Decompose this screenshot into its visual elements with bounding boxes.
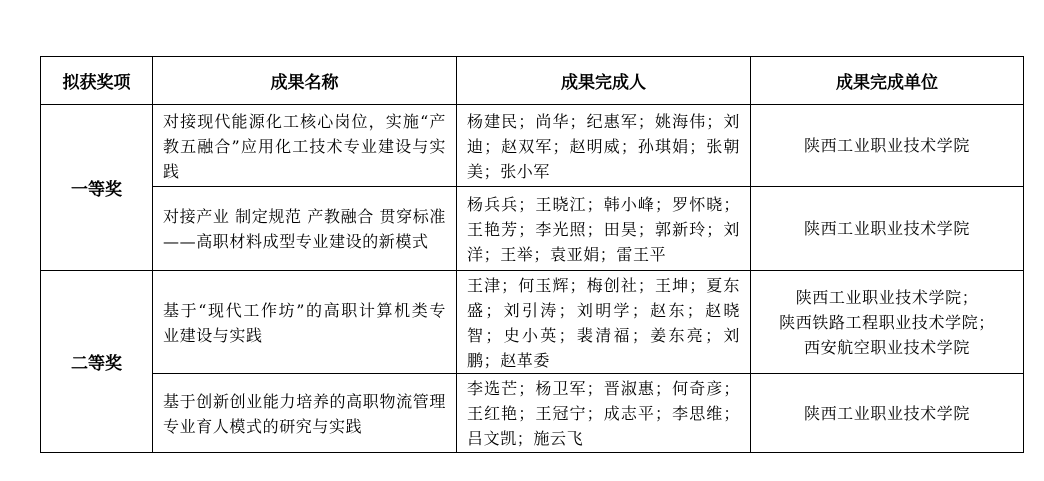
achievement-name: 基于创新创业能力培养的高职物流管理专业育人模式的研究与实践 (153, 374, 457, 453)
header-achievement-people: 成果完成人 (457, 57, 751, 105)
header-achievement-unit: 成果完成单位 (751, 57, 1024, 105)
achievement-unit-line: 陕西铁路工程职业技术学院； (779, 312, 995, 332)
achievement-people: 杨兵兵；王晓江；韩小峰；罗怀晓；王艳芳；李光照；田昊；郭新玲；刘洋；王举；袁亚娟；雷王平 (457, 187, 751, 271)
award-table (40, 56, 1024, 453)
achievement-unit-line: 西安航空职业技术学院 (803, 337, 970, 357)
table-row (41, 187, 1024, 271)
header-achievement-name: 成果名称 (153, 57, 457, 105)
achievement-people: 王津；何玉辉；梅创社；王坤；夏东盛；刘引涛；刘明学；赵东；赵晓智；史小英；裴清福；姜东亮；刘鹏；赵革委 (457, 271, 751, 374)
achievement-name: 基于“现代工作坊”的高职计算机类专业建设与实践 (153, 271, 457, 374)
achievement-unit: 陕西工业职业技术学院 (751, 105, 1024, 187)
achievement-people: 杨建民；尚华；纪惠军；姚海伟；刘迪；赵双军；赵明威；孙琪娟；张朝美；张小军 (457, 105, 751, 187)
achievement-unit: 陕西工业职业技术学院 (751, 187, 1024, 271)
achievement-name: 对接产业 制定规范 产教融合 贯穿标准——高职材料成型专业建设的新模式 (153, 187, 457, 271)
table-row (41, 374, 1024, 453)
achievement-unit-line: 陕西工业职业技术学院； (795, 287, 979, 307)
achievement-people: 李选芒；杨卫军；晋淑惠；何奇彦；王红艳；王冠宁；成志平；李思维；吕文凯；施云飞 (457, 374, 751, 453)
award-level-second: 二等奖 (41, 271, 153, 453)
achievement-name: 对接现代能源化工核心岗位，实施“产教五融合”应用化工技术专业建设与实践 (153, 105, 457, 187)
table-row (41, 105, 1024, 187)
achievement-unit (751, 271, 1024, 374)
header-row (41, 57, 1024, 105)
header-award-level: 拟获奖项 (41, 57, 153, 105)
achievement-unit: 陕西工业职业技术学院 (751, 374, 1024, 453)
award-level-first: 一等奖 (41, 105, 153, 271)
table-row (41, 271, 1024, 374)
